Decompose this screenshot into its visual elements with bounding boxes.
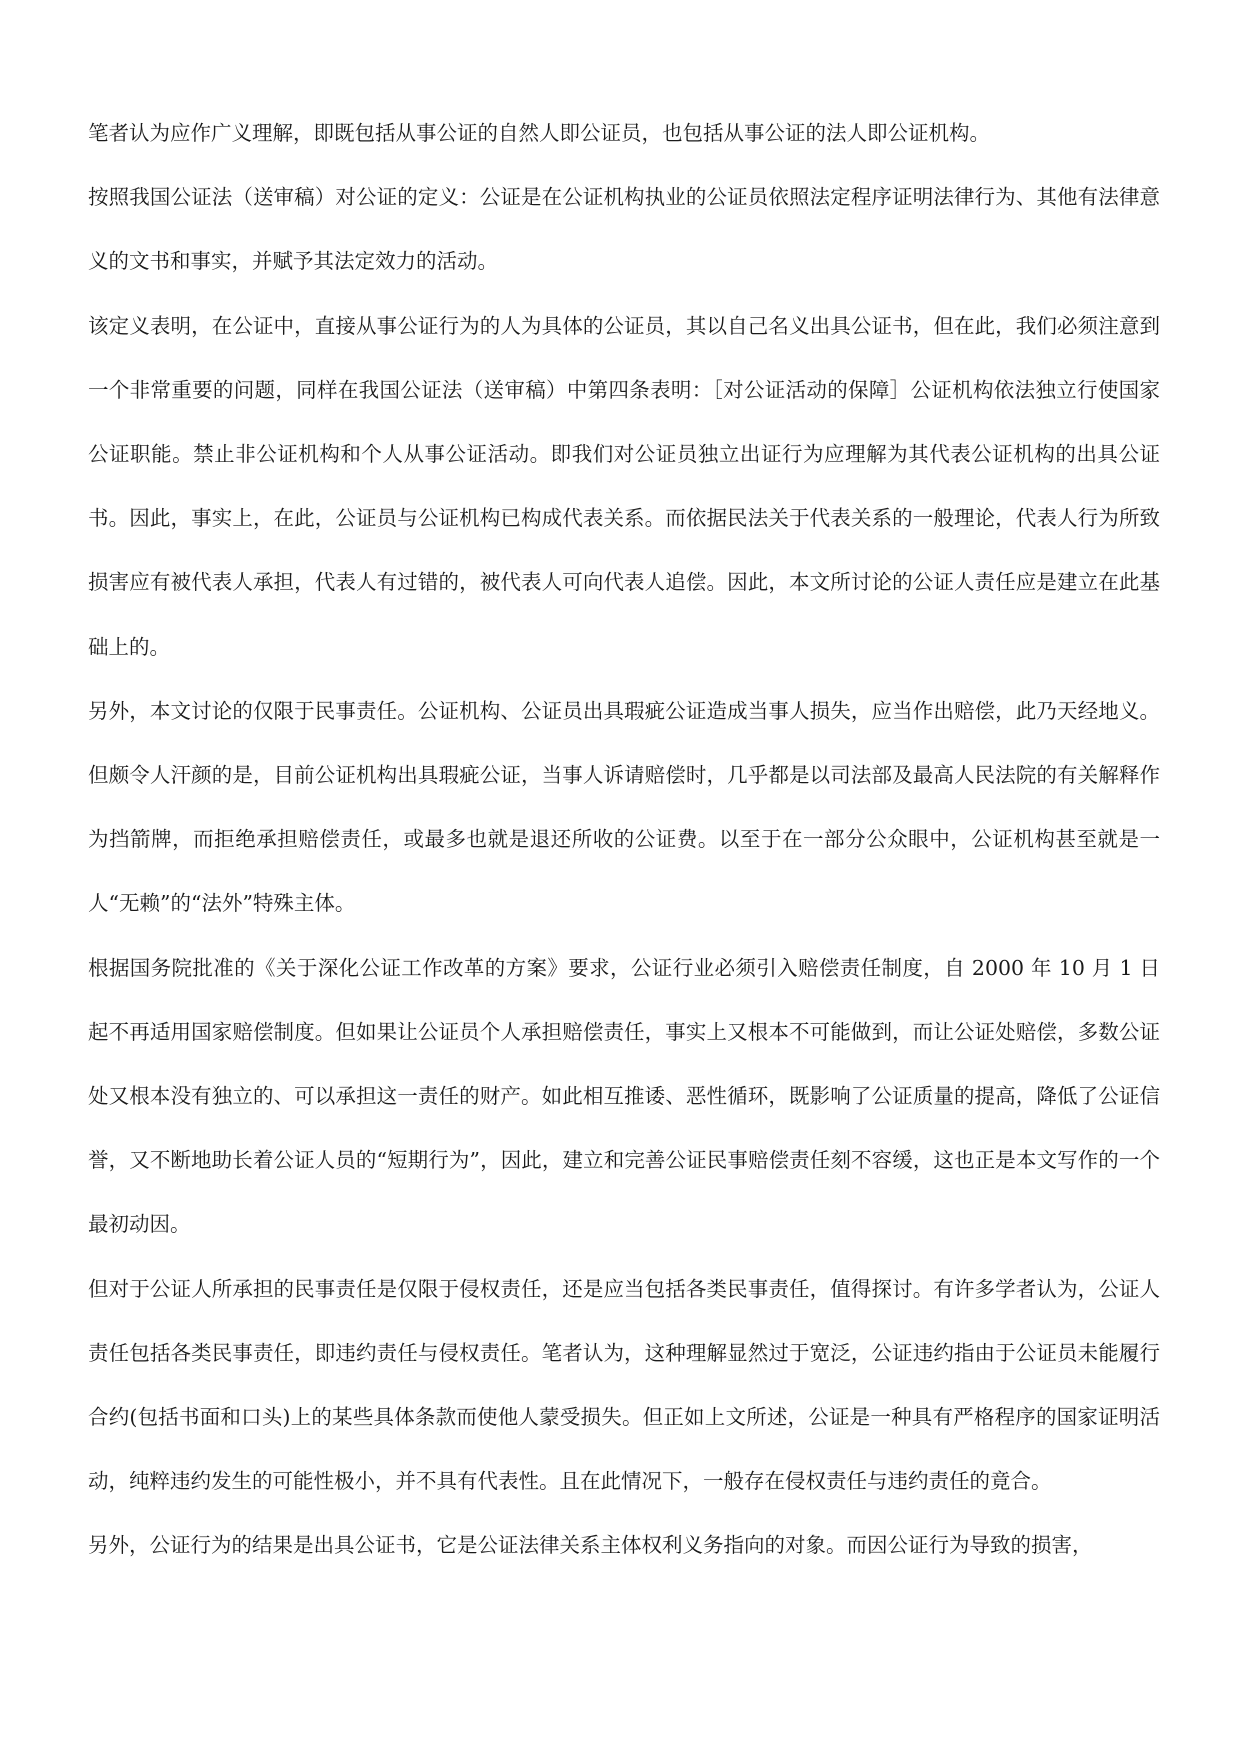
paragraph: 笔者认为应作广义理解，即既包括从事公证的自然人即公证员，也包括从事公证的法人即公证机构。 [88,121,990,145]
paragraph: 按照我国公证法（送审稿）对公证的定义：公证是在公证机构执业的公证员依照法定程序证明法律行为、其他有法律意义的文书和事实，并赋予其法定效力的活动。 [88,185,1160,274]
paragraph: 该定义表明，在公证中，直接从事公证行为的人为具体的公证员，其以自己名义出具公证书，但在此，我们必须注意到一个非常重要的问题，同样在我国公证法（送审稿）中第四条表明：［对公证活动的保障］公证机构依法独立行使国家公证职能。禁止非公证机构和个人从事公证活动。即我们对公证员独立出证行为应理解为其代表公证机构的出具公证书。因此，事实上，在此，公证员与公证机构已构成代表关系。而依据民法关于代表关系的一般理论，代表人行为所致损害应有被代表人承担，代表人有过错的，被代表人可向代表人追偿。因此，本文所讨论的公证人责任应是建立在此基础上的。 [88,313,1160,659]
paragraph: 根据国务院批准的《关于深化公证工作改革的方案》要求，公证行业必须引入赔偿责任制度，自 2000 年 10 月 1 日起不再适用国家赔偿制度。但如果让公证员个人承担赔偿责任，事实上又根本不可能做到，而让公证处赔偿，多数公证处又根本没有独立的、可以承担这一责任的财产。如此相互推诿、恶性循环，既影响了公证质量的提高，降低了公证信誉，又不断地助长着公证人员的“短期行为”，因此，建立和完善公证民事赔偿责任刻不容缓，这也正是本文写作的一个最初动因。 [88,955,1160,1237]
paragraph: 另外，公证行为的结果是出具公证书，它是公证法律关系主体权利义务指向的对象。而因公证行为导致的损害， [88,1533,1093,1558]
paragraph: 另外，本文讨论的仅限于民事责任。公证机构、公证员出具瑕疵公证造成当事人损失，应当作出赔偿，此乃天经地义。但颇令人汗颜的是，目前公证机构出具瑕疵公证，当事人诉请赔偿时，几乎都是以司法部及最高人民法院的有关解释作为挡箭牌，而拒绝承担赔偿责任，或最多也就是退还所收的公证费。以至于在一部分公众眼中，公证机构甚至就是一人“无赖”的“法外”特殊主体。 [88,698,1160,916]
document-body [88,101,1160,1578]
paragraph: 但对于公证人所承担的民事责任是仅限于侵权责任，还是应当包括各类民事责任，值得探讨。有许多学者认为，公证人责任包括各类民事责任，即违约责任与侵权责任。笔者认为，这种理解显然过于宽泛，公证违约指由于公证员未能履行合约(包括书面和口头)上的某些具体条款而使他人蒙受损失。但正如上文所述，公证是一种具有严格程序的国家证明活动，纯粹违约发生的可能性极小，并不具有代表性。且在此情况下，一般存在侵权责任与违约责任的竟合。 [88,1276,1160,1494]
